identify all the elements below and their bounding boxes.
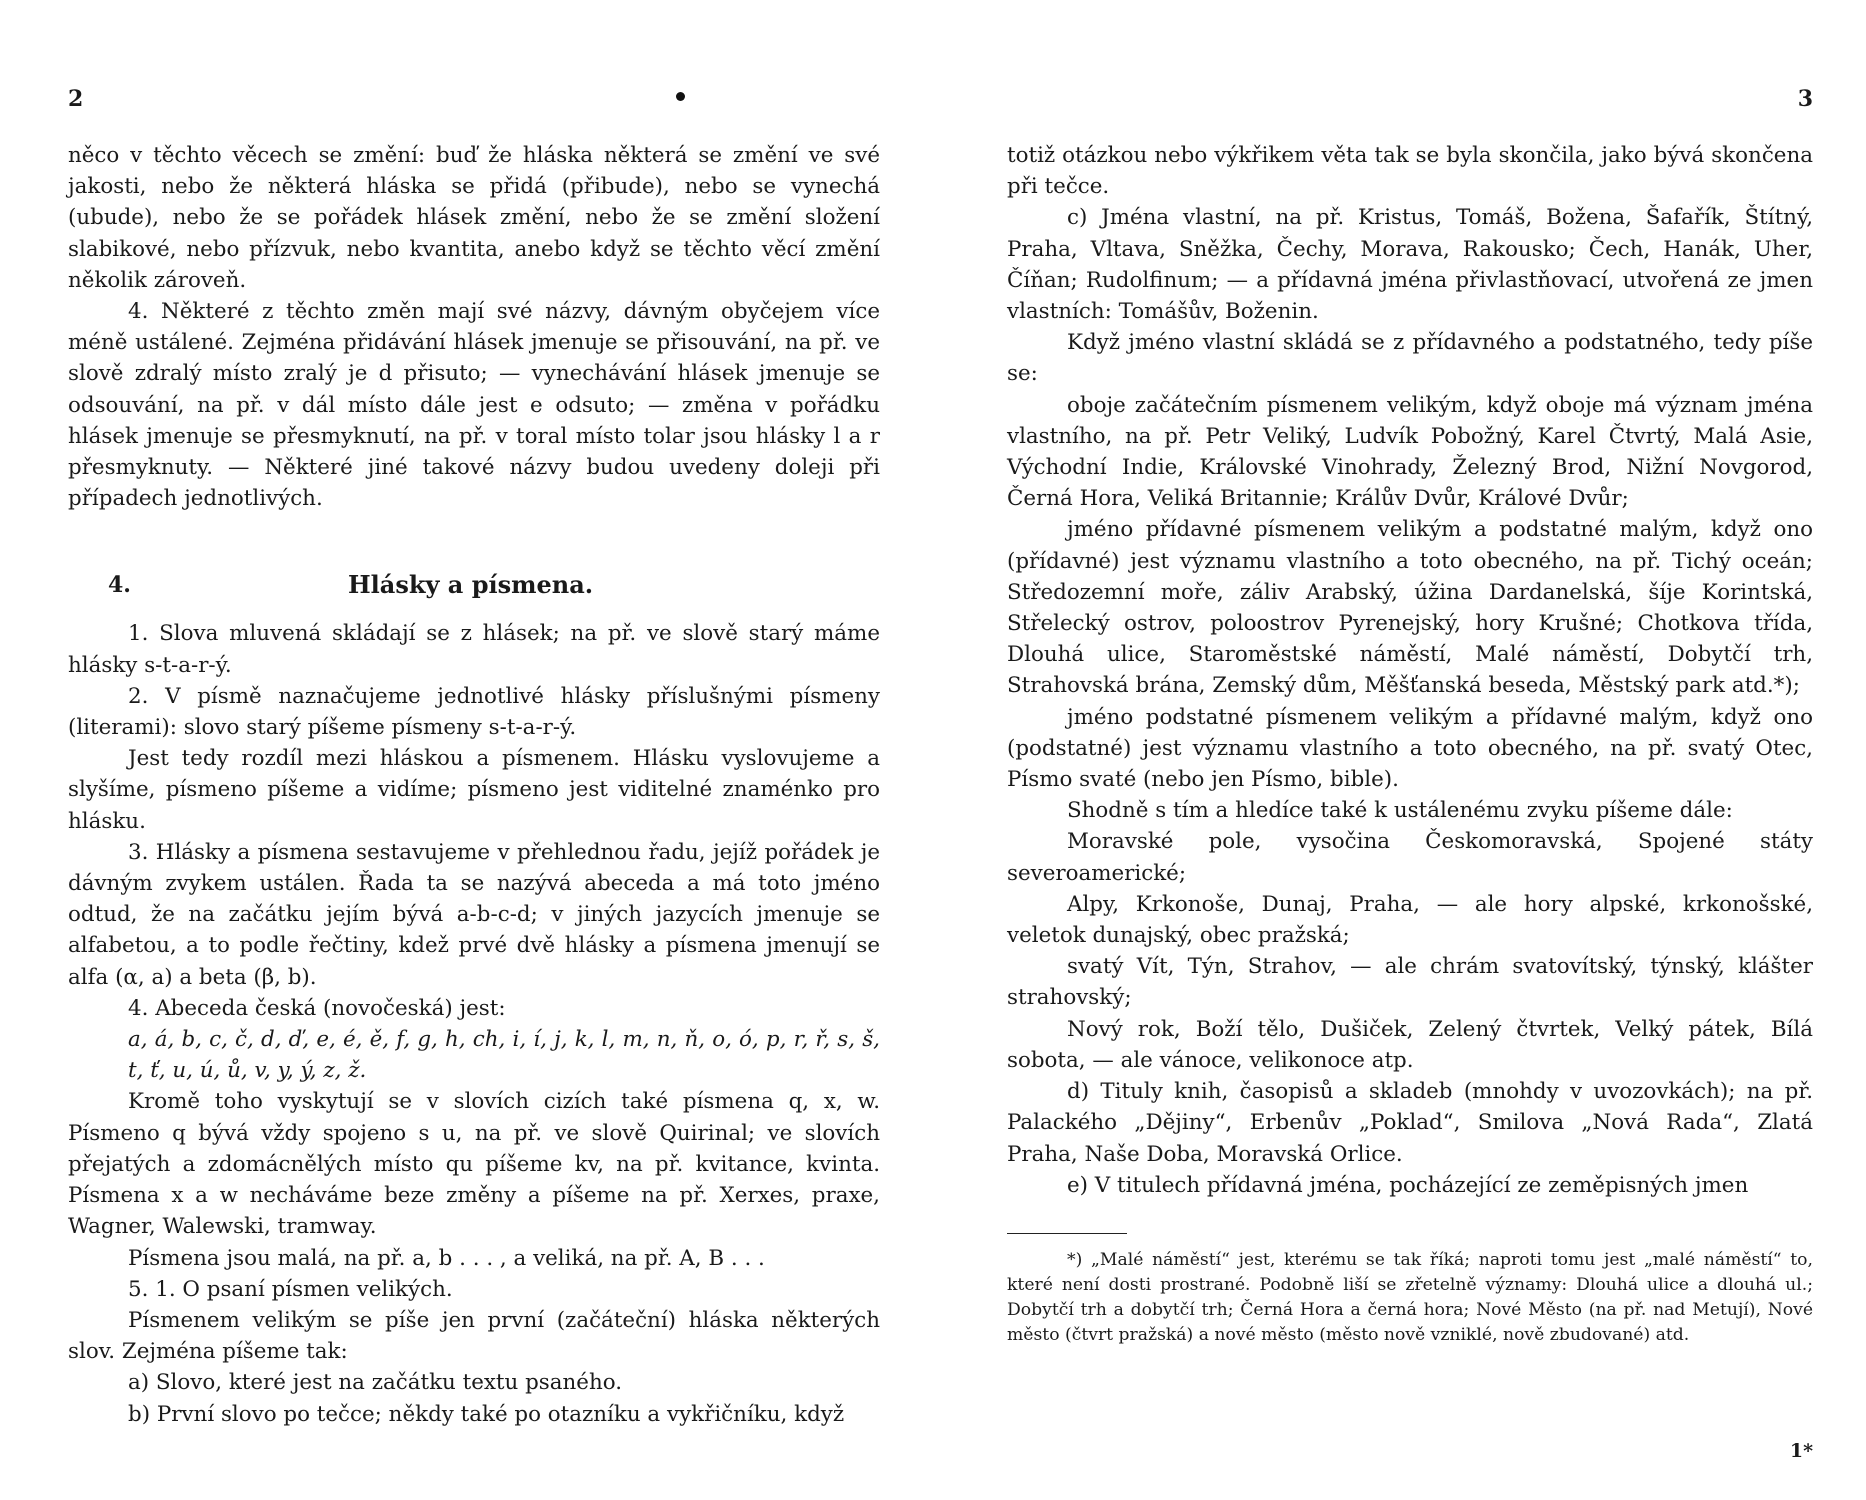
paragraph: Písmena jsou malá, na př. a, b . . . , a veliká, na př. A, B . . . bbox=[128, 1245, 765, 1271]
paragraph: Shodně s tím a hledíce také k ustálenému zvyku píšeme dále: bbox=[1067, 798, 1733, 824]
paragraph: 1. Slova mluvená skládají se z hlásek; na př. ve slově starý máme hlásky s-t-a-r-ý. bbox=[68, 621, 880, 678]
alphabet-list: a, á, b, c, č, d, ď, e, é, ě, f, g, h, ch, i, í, j, k, l, m, n, ň, o, ó, p, r, ř, s, š, t, ť, u, ú, ů, v, y, ý, z, ž. bbox=[128, 1027, 880, 1084]
paragraph: totiž otázkou nebo výkřikem věta tak se byla skončila, jako bývá skončena při tečce. bbox=[1007, 143, 1813, 200]
left-page-text bbox=[68, 140, 880, 1430]
footnote: *) „Malé náměstí“ jest, kterému se tak říká; naproti tomu jest „malé náměstí“ to, které není dosti prostrané. Podobně liší se zřetelně významy: Dlouhá ulice a dlouhá ul.; Dobytčí trh a dobytčí trh; Černá Hora a černá hora; Nové Město (na př. nad Metují), Nové město (čtvrt pražská) a nové město (město nově vzniklé, nově zbudované) atd. bbox=[1007, 1249, 1813, 1345]
paragraph: Moravské pole, vysočina Českomoravská, Spojené státy severoamerické; bbox=[1007, 829, 1813, 886]
paragraph: Jest tedy rozdíl mezi hláskou a písmenem. Hlásku vyslovujeme a slyšíme, písmeno píšeme a vidíme; písmeno jest viditelné znaménko pro hlásku. bbox=[68, 746, 880, 834]
paragraph: Když jméno vlastní skládá se z přídavného a podstatného, tedy píše se: bbox=[1007, 330, 1813, 387]
section-number: 4. bbox=[108, 572, 131, 599]
paragraph: e) V titulech přídavná jména, pocházející ze zeměpisných jmen bbox=[1067, 1172, 1749, 1198]
signature-mark: 1* bbox=[1789, 1440, 1813, 1462]
right-page-text bbox=[1007, 140, 1813, 1348]
paragraph: něco v těchto věcech se změní: buď že hláska některá se změní ve své jakosti, nebo že některá hláska se přidá (přibude), nebo se vynechá (ubude), nebo že se pořádek hlásek změní, nebo že se změní složení slabikové, nebo přízvuk, nebo kvantita, anebo když se těchto věcí změní několik zároveň. bbox=[68, 143, 880, 293]
paragraph: oboje začátečním písmenem velikým, když oboje má význam jména vlastního, na př. Petr Veliký, Ludvík Pobožný, Karel Čtvrtý, Malá Asie, Východní Indie, Královské Vinohrady, Železný Brod, Nižní Novgorod, Černá Hora, Veliká Britannie; Králův Dvůr, Králové Dvůr; bbox=[1007, 392, 1813, 512]
page-number-left: 2 bbox=[68, 86, 84, 112]
paragraph: b) První slovo po tečce; někdy také po otazníku a vykřičníku, když bbox=[128, 1401, 845, 1427]
paragraph: Kromě toho vyskytují se v slovích cizích také písmena q, x, w. Písmeno q bývá vždy spojeno s u, na př. ve slově Quirinal; ve slovích přejatých a zdomácnělých místo qu píšeme kv, na př. kvitance, kvinta. Písmena x a w necháváme beze změny a píšeme na př. Xerxes, praxe, Wagner, Walewski, tramway. bbox=[68, 1089, 880, 1240]
paragraph: 2. V písmě naznačujeme jednotlivé hlásky příslušnými písmeny (literami): slovo starý píšeme písmeny s-t-a-r-ý. bbox=[68, 683, 880, 741]
right-page bbox=[1007, 0, 1813, 1500]
paragraph: 4. Abeceda česká (novočeská) jest: bbox=[128, 995, 506, 1021]
paragraph: Nový rok, Boží tělo, Dušiček, Zelený čtvrtek, Velký pátek, Bílá sobota, — ale vánoce, velikonoce atp. bbox=[1007, 1016, 1813, 1073]
paragraph: a) Slovo, které jest na začátku textu psaného. bbox=[128, 1370, 623, 1396]
left-page bbox=[68, 0, 880, 1500]
paragraph: 3. Hlásky a písmena sestavujeme v přehlednou řadu, jejíž pořádek je dávným zvykem ustálen. Řada ta se nazývá abeceda a má toto jméno odtud, že na začátku jejím bývá a-b-c-d; v jiných jazycích jmenuje se alfabetou, a to podle řečtiny, kdež prvé dvě hlásky a písmena jmenují se alfa (α, a) a beta (β, b). bbox=[68, 839, 880, 990]
paragraph: svatý Vít, Týn, Strahov, — ale chrám svatovítský, týnský, klášter strahovský; bbox=[1007, 954, 1813, 1011]
paragraph: 4. Některé z těchto změn mají své názvy, dávným obyčejem více méně ustálené. Zejména přidávání hlásek jmenuje se přisouvání, na př. ve slově zdralý místo zralý je d přisuto; — vynechávání hlásek jmenuje se odsouvání, na př. v dál místo dále jest e odsuto; — změna v pořádku hlásek jmenuje se přesmyknutí, na př. v toral místo tolar jsou hlásky l a r přesmyknuty. — Některé jiné takové názvy budou uvedeny doleji při případech jednotlivých. bbox=[68, 299, 880, 512]
paragraph: jméno podstatné písmenem velikým a přídavné malým, když ono (podstatné) jest významu vlastního a toto obecného, na př. svatý Otec, Písmo svaté (nebo jen Písmo, bible). bbox=[1007, 704, 1813, 793]
paragraph: Alpy, Krkonoše, Dunaj, Praha, — ale hory alpské, krkonošské, veletok dunajský, obec pražská; bbox=[1007, 891, 1813, 949]
paragraph: c) Jména vlastní, na př. Kristus, Tomáš, Božena, Šafařík, Štítný, Praha, Vltava, Sněžka, Čechy, Morava, Rakousko; Čech, Hanák, Uher, Číňan; Rudolfinum; — a přídavná jména přivlastňovací, utvořená ze jmen vlastních: Tomášův, Boženin. bbox=[1007, 205, 1813, 325]
paragraph: jméno přídavné písmenem velikým a podstatné malým, když ono (přídavné) jest významu vlastního a toto obecného, na př. Tichý oceán; Středozemní moře, záliv Arabský, úžina Dardanelská, šíje Korintská, Střelecký ostrov, poloostrov Pyrenejský, hory Krušné; Chotkova třída, Dlouhá ulice, Staroměstské náměstí, Malé náměstí, Dobytčí trh, Strahovská brána, Zemský dům, Měšťanská beseda, Městský park atd.*); bbox=[1007, 517, 1813, 699]
page-number-right: 3 bbox=[1797, 86, 1813, 112]
paragraph: d) Tituly knih, časopisů a skladeb (mnohdy v uvozovkách); na př. Palackého „Dějiny“, Erbenův „Poklad“, Smilova „Nová Rada“, Zlatá Praha, Naše Doba, Moravská Orlice. bbox=[1007, 1079, 1813, 1167]
section-heading bbox=[68, 546, 880, 616]
footnote-rule bbox=[1007, 1233, 1127, 1234]
paragraph: 5. 1. O psaní písmen velikých. bbox=[128, 1276, 453, 1302]
center-dot bbox=[676, 92, 685, 101]
section-title: Hlásky a písmena. bbox=[348, 570, 594, 600]
paragraph: Písmenem velikým se píše jen první (začáteční) hláska některých slov. Zejména píšeme tak: bbox=[68, 1307, 880, 1365]
